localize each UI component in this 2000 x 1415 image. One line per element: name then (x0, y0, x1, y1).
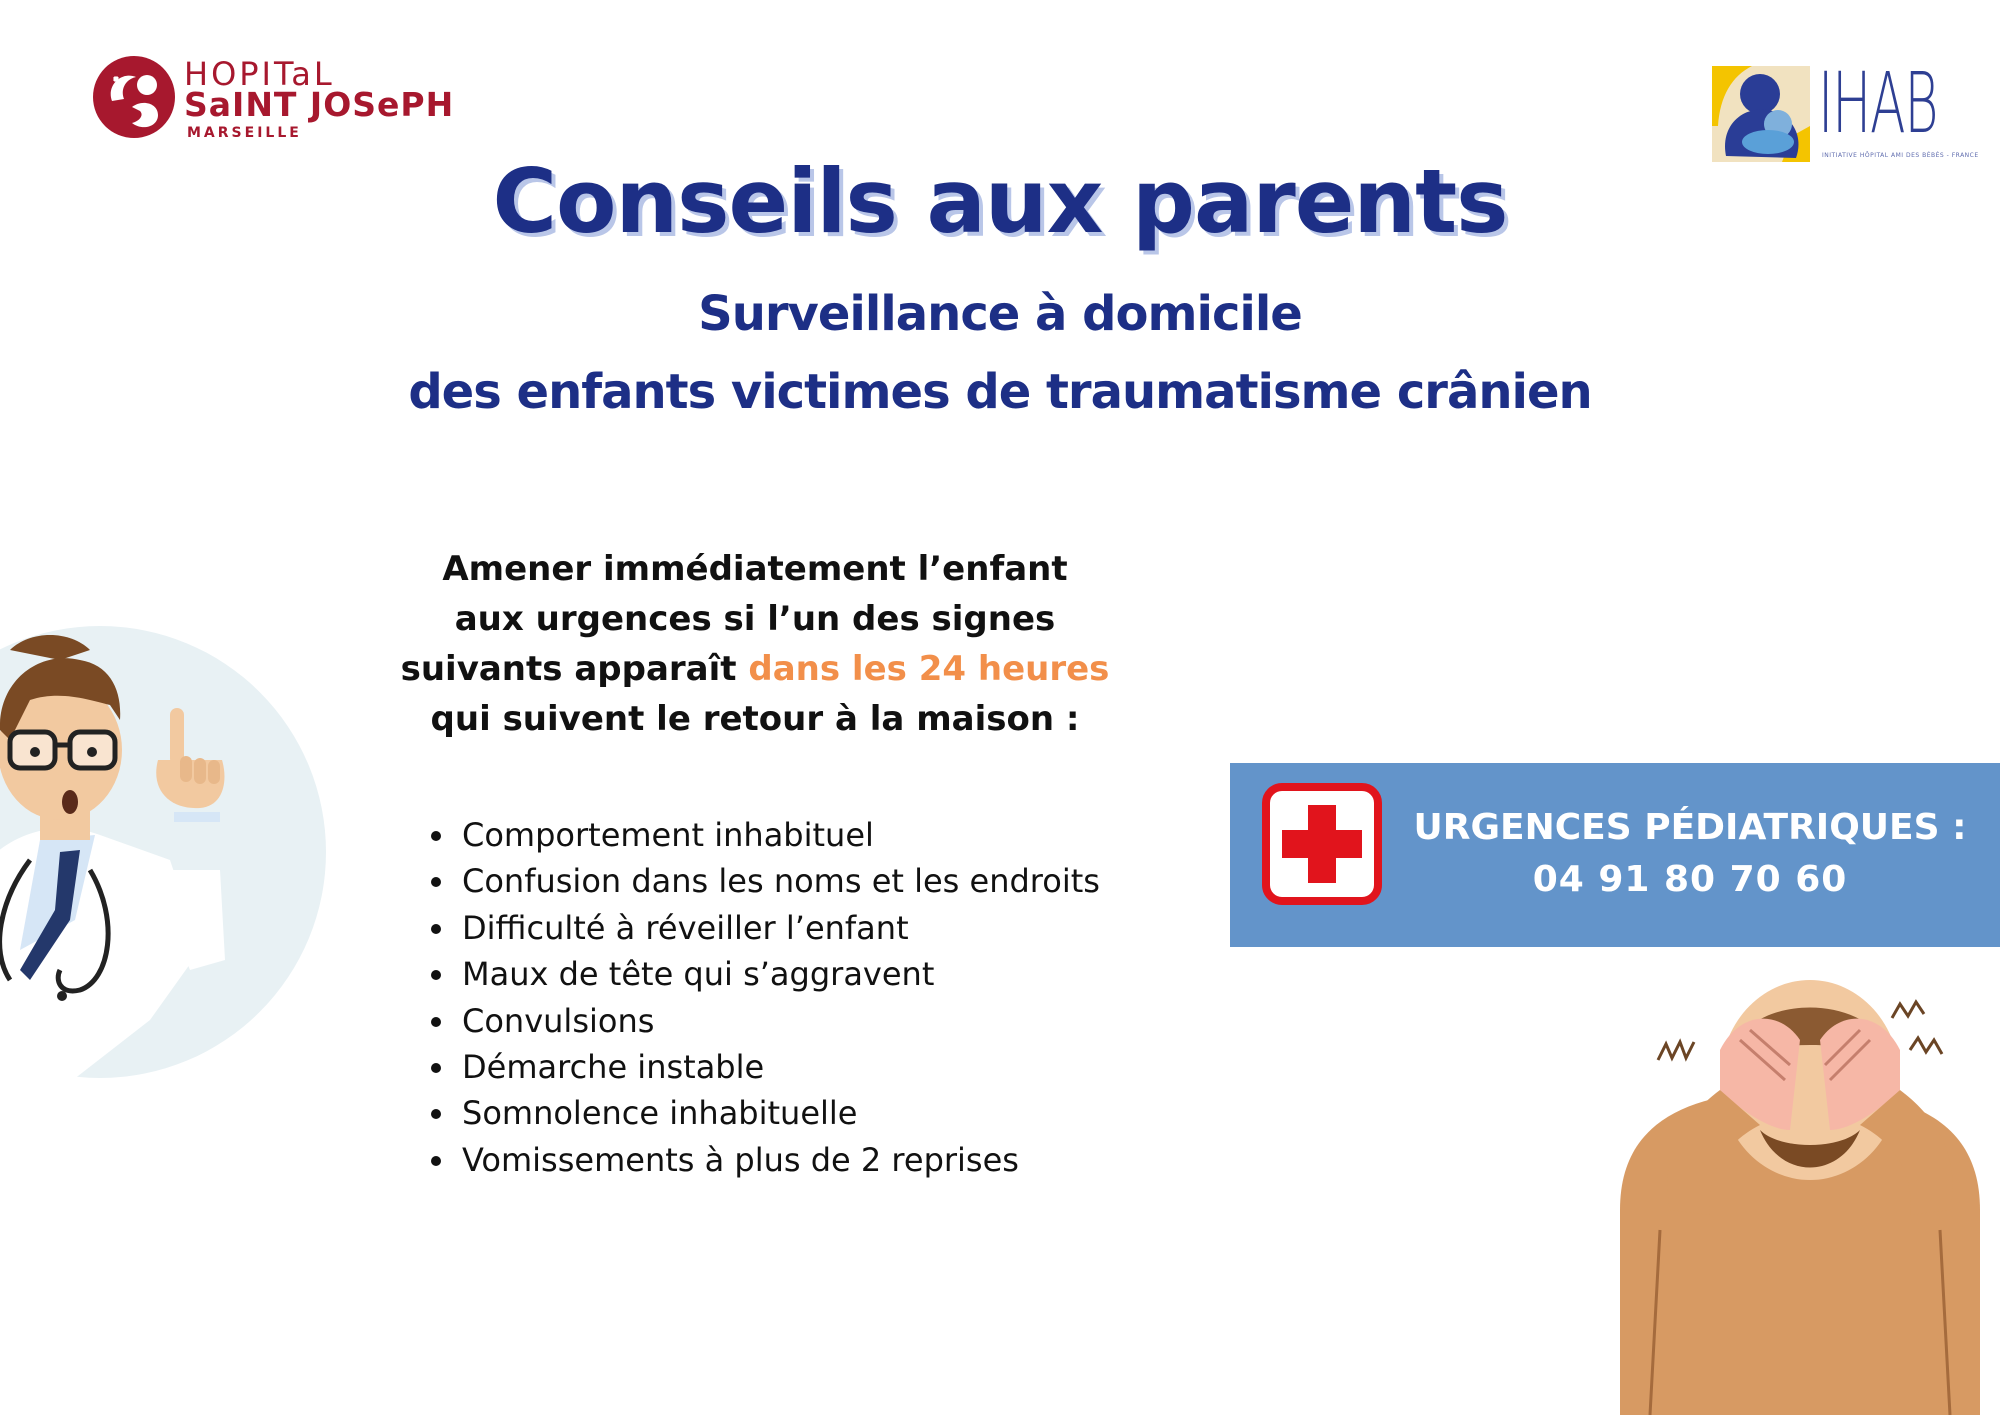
headache-person-illustration (1600, 980, 2000, 1415)
urgences-label: URGENCES PÉDIATRIQUES : (1413, 807, 1967, 848)
symptom-item: • Difficulté à réveiller l’enfant (458, 905, 1100, 951)
ihab-logo-word: IHAB (1818, 54, 1938, 152)
symptom-item: • Confusion dans les noms et les endroits (458, 858, 1100, 904)
subtitle-line2: des enfants victimes de traumatisme crânien (408, 364, 1592, 420)
symptom-item: • Démarche instable (458, 1044, 1100, 1090)
warning-line2: aux urgences si l’un des signes (454, 599, 1056, 639)
warning-line1: Amener immédiatement l’enfant (442, 549, 1068, 589)
hospital-saint-joseph-logo-icon (92, 55, 176, 139)
hospital-logo-line1: HOPITaL (184, 55, 335, 93)
warning-line4: qui suivent le retour à la maison : (430, 699, 1080, 739)
doctor-illustration (0, 620, 340, 1090)
symptom-item: • Vomissements à plus de 2 reprises (458, 1137, 1100, 1183)
red-cross-icon (1262, 783, 1382, 905)
symptom-item: • Comportement inhabituel (458, 812, 1100, 858)
ihab-logo-icon (1712, 66, 1810, 162)
warning-paragraph (390, 544, 1120, 744)
hospital-logo-line2: SaINT JOSePH (184, 85, 455, 124)
page-title: Conseils aux parents (492, 150, 1508, 253)
symptom-item: • Maux de tête qui s’aggravent (458, 951, 1100, 997)
warning-highlight: dans les 24 heures (748, 649, 1110, 689)
symptom-item: • Convulsions (458, 998, 1100, 1044)
urgences-banner (1230, 763, 2000, 947)
hospital-logo (92, 55, 472, 145)
symptoms-list (418, 812, 1100, 1183)
symptom-item: • Somnolence inhabituelle (458, 1090, 1100, 1136)
subtitle-line1: Surveillance à domicile (698, 286, 1302, 342)
warning-line3-text: suivants apparaît (400, 649, 749, 689)
hospital-logo-line3: MARSEILLE (187, 125, 302, 141)
urgences-phone[interactable]: 04 91 80 70 60 (1532, 859, 1848, 900)
ihab-logo-tagline: INITIATIVE HÔPITAL AMI DES BÉBÉS - FRANCE (1822, 152, 1979, 159)
ihab-logo (1712, 54, 1979, 164)
warning-line3 (390, 644, 1120, 694)
